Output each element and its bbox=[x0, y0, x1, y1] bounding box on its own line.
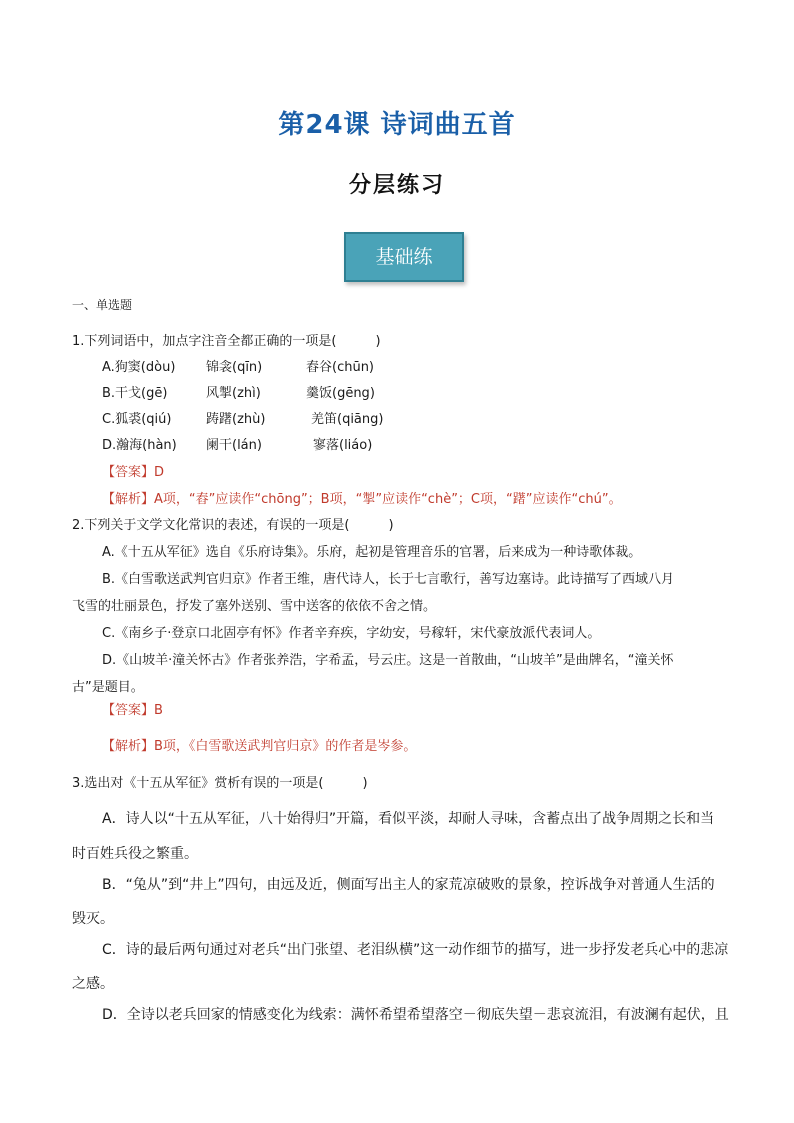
section-heading: 一、单选题 bbox=[72, 298, 133, 312]
q1-answer-tag: 【答案】 bbox=[102, 465, 155, 480]
lesson-title: 第24课 诗词曲五首 bbox=[278, 110, 516, 140]
q1-option-c-word2: 踌躇(zhù) bbox=[206, 412, 266, 427]
q3-stem: 3.选出对《十五从军征》赏析有误的一项是( ) bbox=[72, 776, 368, 791]
q1-option-a-word1: A.狗窦(dòu) bbox=[102, 360, 176, 375]
q3-option-b-line2: 毁灭。 bbox=[72, 911, 114, 927]
q3-option-a-line2: 时百姓兵役之繁重。 bbox=[72, 846, 198, 862]
q1-option-a-word3: 舂谷(chūn) bbox=[306, 360, 375, 375]
q2-answer-value: B bbox=[154, 703, 163, 718]
q2-option-d-line1: D.《山坡羊·潼关怀古》作者张养浩，字希孟，号云庄。这是一首散曲，“山坡羊”是曲牌名，“潼关怀 bbox=[102, 653, 674, 668]
q1-option-d-word2: 阑干(lán) bbox=[206, 438, 262, 453]
q1-option-c-word3: 羌笛(qiāng) bbox=[311, 412, 384, 427]
q1-option-b bbox=[102, 382, 375, 401]
q2-answer bbox=[102, 699, 163, 718]
q2-option-a: A.《十五从军征》选自《乐府诗集》。乐府，起初是管理音乐的官署，后来成为一种诗歌体裁。 bbox=[102, 545, 642, 560]
level-badge: 基础练 bbox=[344, 232, 464, 282]
q2-option-d-line2: 古”是题目。 bbox=[72, 680, 144, 695]
q1-option-a-word2: 锦衾(qīn) bbox=[206, 360, 263, 375]
q1-option-c bbox=[102, 408, 383, 427]
q1-option-d bbox=[102, 434, 372, 453]
q1-answer bbox=[102, 461, 164, 480]
q2-answer-tag: 【答案】 bbox=[102, 703, 155, 718]
q2-option-b-line2: 飞雪的壮丽景色，抒发了塞外送别、雪中送客的依依不舍之情。 bbox=[72, 599, 437, 614]
q1-answer-value: D bbox=[154, 465, 165, 480]
q1-analysis-tag: 【解析】 bbox=[102, 492, 155, 507]
q3-option-a-line1: A．诗人以“十五从军征，八十始得归”开篇，看似平淡，却耐人寻味，含蓄点出了战争周期之长和当 bbox=[102, 811, 715, 827]
q1-stem: 1.下列词语中，加点字注音全都正确的一项是( ) bbox=[72, 334, 381, 349]
q3-option-d-line1: D．全诗以老兵回家的情感变化为线索：满怀希望希望落空－彻底失望－悲哀流泪，有波澜有起伏，且 bbox=[102, 1007, 729, 1023]
q1-option-d-word3: 寥落(liáo) bbox=[313, 438, 373, 453]
q2-option-b-line1: B.《白雪歌送武判官归京》作者王维，唐代诗人，长于七言歌行，善写边塞诗。此诗描写了西域八月 bbox=[102, 572, 675, 587]
page-subtitle: 分层练习 bbox=[348, 173, 445, 198]
q1-option-a bbox=[102, 356, 374, 375]
q2-analysis-tag: 【解析】 bbox=[102, 739, 155, 754]
q3-option-c-line2: 之感。 bbox=[72, 976, 114, 992]
q1-analysis-text: A项，“舂”应读作“chōng”；B项，“掣”应读作“chè”；C项，“躇”应读作“chú”。 bbox=[154, 492, 622, 507]
q2-analysis-text: B项，《白雪歌送武判官归京》的作者是岑参。 bbox=[154, 739, 417, 754]
q1-option-d-word1: D.瀚海(hàn) bbox=[102, 438, 177, 453]
q3-option-b-line1: B．“兔从”到“井上”四句，由远及近，侧面写出主人的家荒凉破败的景象，控诉战争对普通人生活的 bbox=[102, 877, 715, 893]
q1-option-b-word3: 羹饭(gēng) bbox=[306, 386, 375, 401]
q1-analysis bbox=[102, 488, 622, 507]
q2-stem: 2.下列关于文学文化常识的表述，有误的一项是( ) bbox=[72, 518, 394, 533]
q2-analysis bbox=[102, 735, 416, 754]
q1-option-c-word1: C.狐裘(qiú) bbox=[102, 412, 172, 427]
q2-option-c: C.《南乡子·登京口北固亭有怀》作者辛弃疾，字幼安，号稼轩，宋代豪放派代表词人。 bbox=[102, 626, 601, 641]
q1-option-b-word1: B.干戈(gē) bbox=[102, 386, 168, 401]
q3-option-c-line1: C．诗的最后两句通过对老兵“出门张望、老泪纵横”这一动作细节的描写，进一步抒发老兵心中的悲凉 bbox=[102, 942, 729, 958]
q1-option-b-word2: 风掣(zhì) bbox=[206, 386, 261, 401]
